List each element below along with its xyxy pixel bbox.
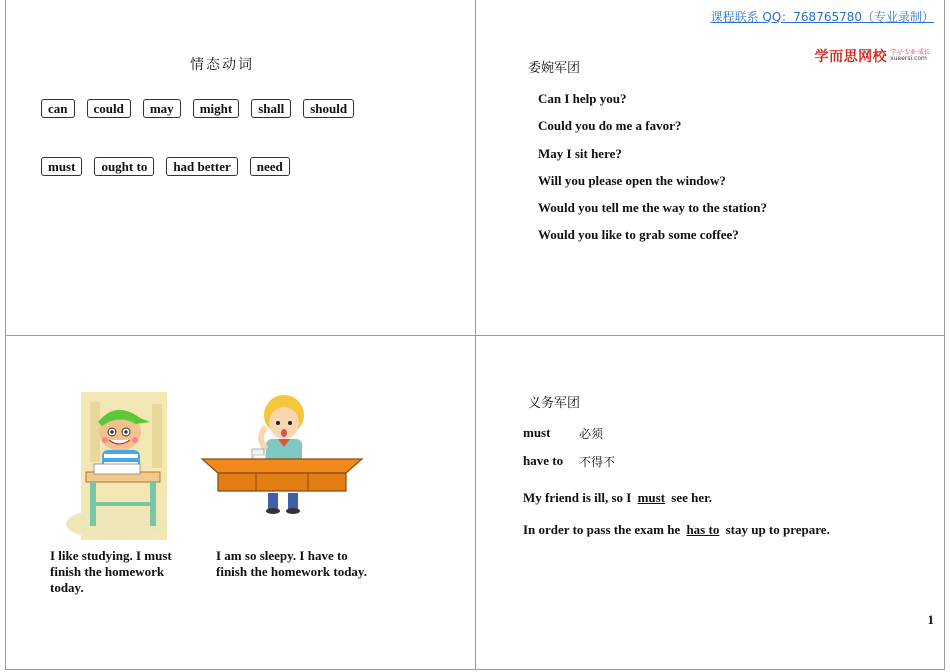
slide1-title: 情态动词	[190, 57, 254, 73]
vocab-must: must 必须	[523, 425, 604, 441]
word-box: had better	[166, 157, 237, 176]
answer-blank: has to	[686, 522, 720, 537]
word-box: need	[250, 157, 290, 176]
word-box: may	[143, 99, 181, 118]
vocab-have-to: have to 不得不	[523, 453, 616, 469]
list-item: Would you tell me the way to the station?	[538, 200, 767, 216]
horizontal-divider	[5, 335, 945, 336]
polite-sentence-list	[538, 90, 767, 254]
list-item: Could you do me a favor?	[538, 118, 682, 134]
page-number: 1	[927, 612, 934, 627]
list-item: Will you please open the window?	[538, 172, 726, 188]
word-box: can	[41, 99, 75, 118]
fill-in-sentence-1: My friend is ill, so I must see her.	[523, 490, 712, 505]
answer-blank: must	[637, 490, 666, 505]
list-item: Can I help you?	[538, 91, 627, 106]
word-box: shall	[251, 99, 291, 118]
xueersi-logo	[815, 46, 930, 66]
word-box: might	[193, 99, 240, 118]
slide2-title: 委婉军团	[528, 61, 581, 76]
list-item: May I sit here?	[538, 145, 622, 161]
course-contact-link[interactable]: 课程联系 QQ：768765780（专业录制）	[710, 10, 934, 24]
logo-text: 学而思网校	[814, 49, 888, 65]
fill-in-sentence-2: In order to pass the exam he has to stay up to prepare.	[523, 522, 830, 537]
list-item: Would you like to grab some coffee?	[538, 227, 739, 243]
word-box: should	[303, 99, 354, 118]
word-box: could	[87, 99, 131, 118]
logo-subtext: 学习·专业·成长 xueersi.com	[890, 49, 930, 62]
word-box: ought to	[94, 157, 154, 176]
modal-word-row-1	[41, 99, 366, 118]
caption-sleepy: I am so sleepy. I have to finish the homework today.	[216, 548, 367, 579]
slide4-title: 义务军团	[528, 396, 581, 411]
boy-studying-illustration	[64, 392, 168, 542]
caption-studying: I like studying. I must finish the homework today.	[50, 548, 172, 595]
word-box: must	[41, 157, 82, 176]
modal-word-row-2	[41, 157, 302, 176]
sleepy-boy-illustration	[196, 393, 368, 517]
